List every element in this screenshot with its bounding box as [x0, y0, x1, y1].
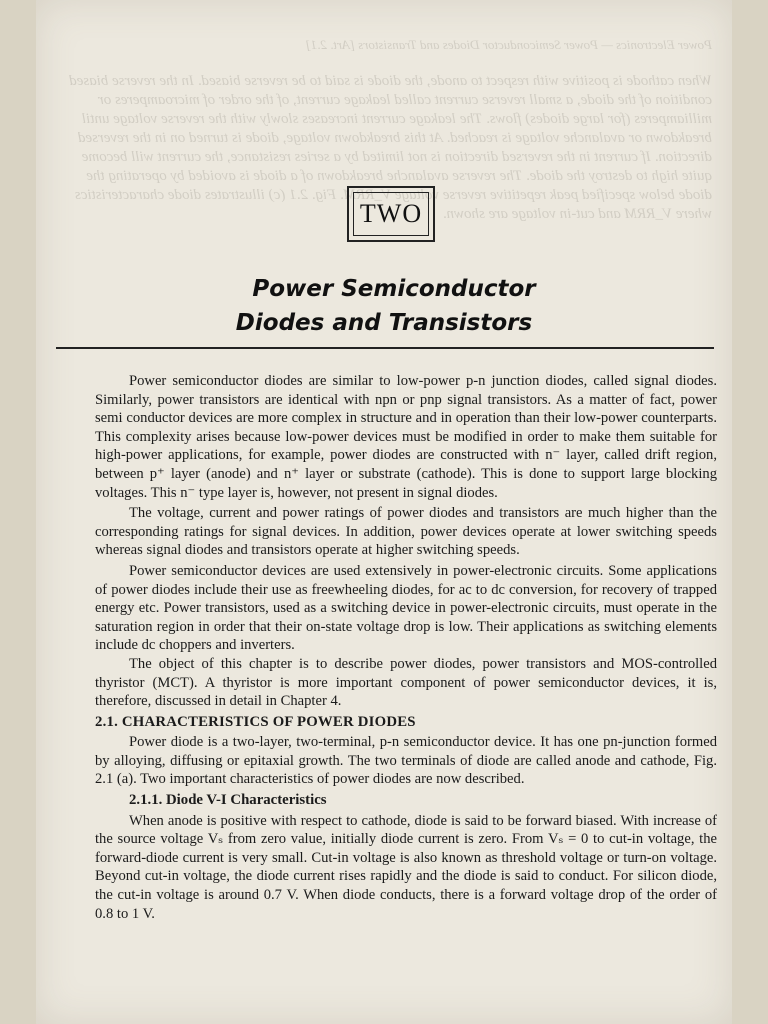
chapter-body [95, 372, 717, 923]
intro-paragraph-4: The object of this chapter is to describe power diodes, power transistors and MOS-controlled thyristor (MCT). A thyristor is more important component of power semiconductor devices, it is, therefore, discussed in detail in Chapter 4. [95, 655, 717, 710]
section-heading: 2.1. CHARACTERISTICS OF POWER DIODES [95, 713, 416, 730]
subsection-heading: 2.1.1. Diode V-I Characteristics [129, 792, 327, 809]
book-page [36, 0, 732, 1024]
section-paragraph: Power diode is a two-layer, two-terminal, p-n semiconductor device. It has one pn-junction formed by alloying, diffusing or epitaxial growth. The two terminals of diode are called anode and cathode, Fig. 2.1 (a). Two important characteristics of power diodes are now described. [95, 734, 717, 788]
intro-paragraph-3: Power semiconductor devices are used extensively in power-electronic circuits. Some applications of power diodes include their use as freewheeling diodes, for ac to dc conversion, for recovery of trapped energy etc. Power transistors, used as a switching device in power-electronic circuits, must operate in the saturation region in order that their on-state voltage drop is low. Their applications as switching elements include dc choppers and inverters. [95, 562, 717, 654]
show-through-body: When cathode is positive with respect to anode, the diode is said to be reverse biased. In the reverse biased condition of the diode, a small reverse current called leakage current, of the order of microamperes or milliamperes (for large diodes) flows. The leakage current increases slowly with the reverse voltage until breakdown or avalanche voltage is reached. At this breakdown voltage, diode is turned on in the reversed direction. If current in the reversed direction is not limited by a series resistance, the current will become quite high to destroy the diode. The reverse avalanche breakdown of a diode is avoided by operating the diode below specified peak repetitive reverse voltage V_RRM. Fig. 2.1 (c) illustrates diode characteristics where V_RRM and cut-in voltage are shown. [69, 73, 712, 222]
intro-paragraph-2: The voltage, current and power ratings of power diodes and transistors are much higher than the corresponding ratings for signal devices. In addition, power devices operate at lower switching speeds whereas signal diodes and transistors operate at higher switching speeds. [95, 505, 717, 559]
chapter-number: TWO [353, 192, 429, 236]
chapter-title-line-1: Power Semiconductor [252, 276, 536, 302]
chapter-title-line-2: Diodes and Transistors [235, 310, 533, 336]
chapter-number-box [347, 186, 435, 242]
intro-paragraph-1: Power semiconductor diodes are similar to low-power p-n junction diodes, called signal diodes. Similarly, power transistors are identical with npn or pnp signal transistors. As a matter of fact, power semi conductor devices are more complex in structure and in operation than their low-power counterparts. This complexity arises because low-power devices must be modified in order to make them suitable for high-power applications, for example, power diodes are constructed with n⁻ layer, called drift region, between p⁺ layer (anode) and n⁺ layer or substrate (cathode). This is done to support large blocking voltages. This n⁻ type layer is, however, not present in signal diodes. [95, 373, 717, 501]
title-divider [56, 347, 714, 349]
subsection-paragraph: When anode is positive with respect to cathode, diode is said to be forward biased. With increase of the source voltage Vₛ from zero value, initially diode current is zero. From Vₛ = 0 to cut-in voltage, the forward-diode current is very small. Cut-in voltage is also known as threshold voltage or turn-on voltage. Beyond cut-in voltage, the diode current rises rapidly and the diode is said to conduct. For silicon diode, the cut-in voltage is around 0.7 V. When diode conducts, there is a forward voltage drop of the order of 0.8 to 1 V. [95, 812, 717, 922]
show-through-header: Power Electronics — Power Semiconductor Diodes and Transistors [Art. 2.1] [305, 37, 712, 52]
